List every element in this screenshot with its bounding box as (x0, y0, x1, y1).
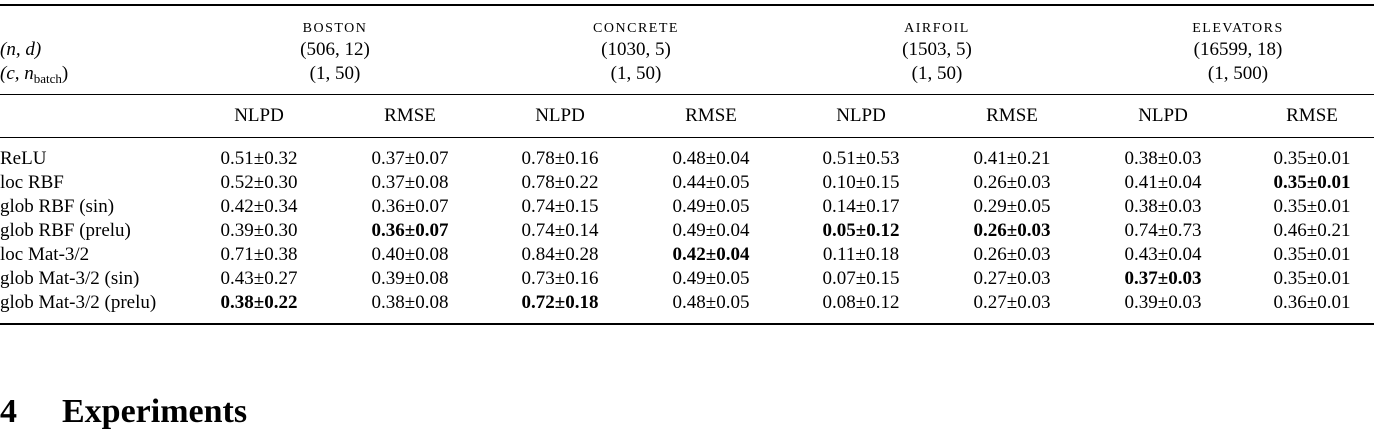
table-cell: 0.36±0.01 (1273, 292, 1351, 313)
table-cell: 0.72±0.18 (521, 292, 599, 313)
table-cell: 0.27±0.03 (973, 292, 1051, 313)
table-cell: 0.74±0.15 (521, 196, 599, 217)
table-cell: 0.37±0.03 (1124, 268, 1202, 289)
table-cell: 0.11±0.18 (822, 244, 900, 265)
table-cell: 0.05±0.12 (822, 220, 900, 241)
nd-boston: (506, 12) (300, 39, 370, 60)
cbatch-row-label: (c, $n_{batch}$) (0, 63, 69, 86)
row-label: glob Mat-3/2 (prelu) (0, 292, 157, 313)
cbatch-concrete: (1, 50) (610, 63, 662, 84)
table-cell: 0.84±0.28 (521, 244, 599, 265)
table-cell: 0.26±0.03 (973, 244, 1051, 265)
dataset-name-concrete: CONCRETE (593, 21, 679, 36)
metric-header-nlpd: NLPD (1138, 105, 1188, 126)
dataset-name-elevators: ELEVATORS (1192, 21, 1284, 36)
table-cell: 0.38±0.22 (220, 292, 298, 313)
metric-header-nlpd: NLPD (535, 105, 585, 126)
cbatch-elevators: (1, 500) (1207, 63, 1269, 84)
table-cell: 0.48±0.05 (672, 292, 750, 313)
dataset-name-airfoil: AIRFOIL (904, 21, 970, 36)
header-rule (0, 94, 1374, 95)
table-cell: 0.36±0.07 (371, 196, 449, 217)
table-cell: 0.71±0.38 (220, 244, 298, 265)
table-cell: 0.38±0.03 (1124, 196, 1202, 217)
mid-rule (0, 137, 1374, 138)
table-cell: 0.41±0.04 (1124, 172, 1202, 193)
nd-concrete: (1030, 5) (601, 39, 671, 60)
dataset-name-boston: BOSTON (302, 21, 368, 36)
section-title: Experiments (62, 393, 248, 430)
table-cell: 0.78±0.16 (521, 148, 599, 169)
table-cell: 0.07±0.15 (822, 268, 900, 289)
table-cell: 0.36±0.07 (371, 220, 449, 241)
table-cell: 0.74±0.14 (521, 220, 599, 241)
row-label: loc Mat-3/2 (0, 244, 90, 265)
table-cell: 0.42±0.34 (220, 196, 298, 217)
cbatch-boston: (1, 50) (309, 63, 361, 84)
cbatch-airfoil: (1, 50) (911, 63, 963, 84)
table-cell: 0.40±0.08 (371, 244, 449, 265)
table-cell: 0.10±0.15 (822, 172, 900, 193)
table-cell: 0.35±0.01 (1273, 196, 1351, 217)
table-cell: 0.26±0.03 (973, 172, 1051, 193)
metric-header-rmse: RMSE (685, 105, 737, 126)
table-cell: 0.46±0.21 (1273, 220, 1351, 241)
row-label: glob RBF (prelu) (0, 220, 131, 241)
row-label: glob RBF (sin) (0, 196, 115, 217)
table-cell: 0.37±0.07 (371, 148, 449, 169)
bottom-rule (0, 323, 1374, 325)
table-cell: 0.39±0.03 (1124, 292, 1202, 313)
table-cell: 0.43±0.27 (220, 268, 298, 289)
nd-elevators: (16599, 18) (1193, 39, 1283, 60)
table-cell: 0.51±0.53 (822, 148, 900, 169)
table-cell: 0.43±0.04 (1124, 244, 1202, 265)
table-cell: 0.35±0.01 (1273, 268, 1351, 289)
table-cell: 0.35±0.01 (1273, 244, 1351, 265)
metric-header-rmse: RMSE (1286, 105, 1338, 126)
row-label: ReLU (0, 148, 47, 169)
table-cell: 0.39±0.08 (371, 268, 449, 289)
table-cell: 0.29±0.05 (973, 196, 1051, 217)
table-cell: 0.38±0.08 (371, 292, 449, 313)
table-cell: 0.35±0.01 (1273, 172, 1351, 193)
metric-header-nlpd: NLPD (836, 105, 886, 126)
table-cell: 0.41±0.21 (973, 148, 1051, 169)
nd-airfoil: (1503, 5) (902, 39, 972, 60)
table-cell: 0.42±0.04 (672, 244, 750, 265)
table-cell: 0.39±0.30 (220, 220, 298, 241)
table-cell: 0.37±0.08 (371, 172, 449, 193)
table-cell: 0.35±0.01 (1273, 148, 1351, 169)
table-cell: 0.49±0.05 (672, 196, 750, 217)
table-cell: 0.27±0.03 (973, 268, 1051, 289)
table-cell: 0.49±0.05 (672, 268, 750, 289)
table-cell: 0.52±0.30 (220, 172, 298, 193)
metric-header-rmse: RMSE (384, 105, 436, 126)
section-number: 4 (0, 393, 17, 430)
table-cell: 0.78±0.22 (521, 172, 599, 193)
table-cell: 0.48±0.04 (672, 148, 750, 169)
table-cell: 0.26±0.03 (973, 220, 1051, 241)
table-cell: 0.08±0.12 (822, 292, 900, 313)
metric-header-rmse: RMSE (986, 105, 1038, 126)
section-heading (0, 392, 247, 432)
table-cell: 0.44±0.05 (672, 172, 750, 193)
table-cell: 0.51±0.32 (220, 148, 298, 169)
table-cell: 0.49±0.04 (672, 220, 750, 241)
table-cell: 0.74±0.73 (1124, 220, 1202, 241)
row-label: loc RBF (0, 172, 64, 193)
table-cell: 0.14±0.17 (822, 196, 900, 217)
table-cell: 0.73±0.16 (521, 268, 599, 289)
metric-header-nlpd: NLPD (234, 105, 284, 126)
row-label: glob Mat-3/2 (sin) (0, 268, 140, 289)
nd-row-label: (n, d) (0, 39, 42, 60)
top-rule (0, 4, 1374, 6)
table-cell: 0.38±0.03 (1124, 148, 1202, 169)
